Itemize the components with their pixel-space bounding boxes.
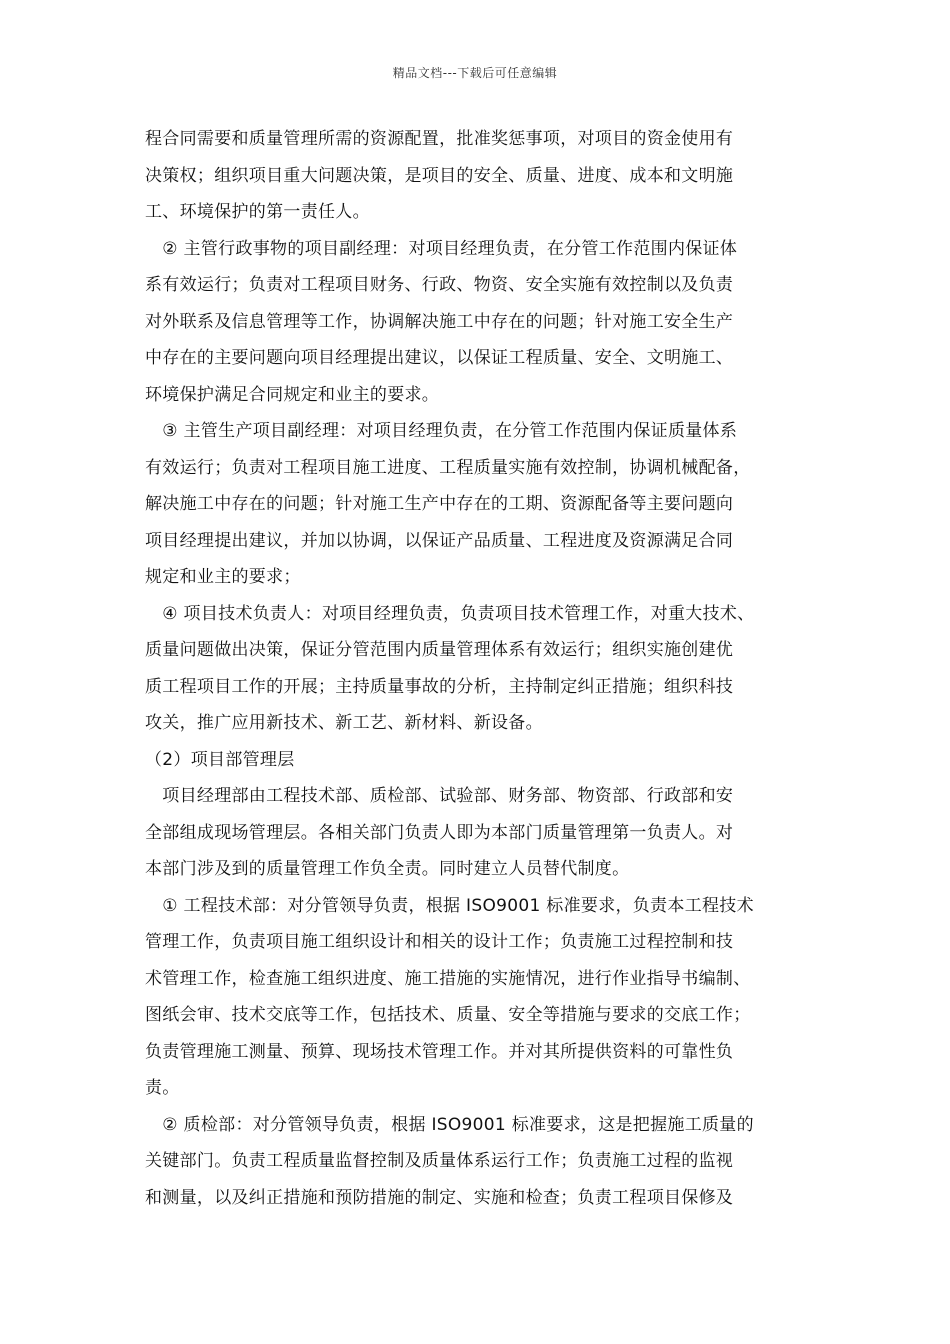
text-line: 本部门涉及到的质量管理工作负全责。同时建立人员替代制度。 xyxy=(145,859,630,879)
body-text xyxy=(145,121,810,1216)
text-line: 解决施工中存在的问题；针对施工生产中存在的工期、资源配备等主要问题向 xyxy=(145,494,734,514)
text-line: 环境保护满足合同规定和业主的要求。 xyxy=(145,384,440,405)
text-line: 质量问题做出决策，保证分管范围内质量管理体系有效运行；组织实施创建优 xyxy=(145,640,734,660)
text-line: ③ 主管生产项目副经理：对项目经理负责，在分管工作范围内保证质量体系 xyxy=(145,421,738,441)
text-line: 管理工作，负责项目施工组织设计和相关的设计工作；负责施工过程控制和技 xyxy=(145,932,734,952)
text-line: ② 质检部：对分管领导负责，根据 ISO9001 标准要求，这是把握施工质量的 xyxy=(145,1114,754,1135)
text-line: 有效运行；负责对工程项目施工进度、工程质量实施有效控制，协调机械配备， xyxy=(145,457,751,478)
text-line: 工、环境保护的第一责任人。 xyxy=(145,202,370,222)
text-line: 程合同需要和质量管理所需的资源配置，批准奖惩事项，对项目的资金使用有 xyxy=(145,129,734,149)
text-line: 责。 xyxy=(145,1078,180,1098)
text-line: 图纸会审、技术交底等工作，包括技术、质量、安全等措施与要求的交底工作； xyxy=(145,1005,751,1025)
section-heading: （2）项目部管理层 xyxy=(145,749,295,770)
text-line: 全部组成现场管理层。各相关部门负责人即为本部门质量管理第一负责人。对 xyxy=(145,822,734,843)
text-line: ② 主管行政事物的项目副经理：对项目经理负责，在分管工作范围内保证体 xyxy=(145,238,738,259)
text-line: 攻关，推广应用新技术、新工艺、新材料、新设备。 xyxy=(145,713,543,733)
text-line: 负责管理施工测量、预算、现场技术管理工作。并对其所提供资料的可靠性负 xyxy=(145,1041,734,1062)
text-line: 对外联系及信息管理等工作，协调解决施工中存在的问题；针对施工安全生产 xyxy=(145,311,734,332)
text-line: 关键部门。负责工程质量监督控制及质量体系运行工作；负责施工过程的监视 xyxy=(145,1151,734,1171)
text-line: 系有效运行；负责对工程项目财务、行政、物资、安全实施有效控制以及负责 xyxy=(145,275,734,295)
text-line: 质工程项目工作的开展；主持质量事故的分析，主持制定纠正措施；组织科技 xyxy=(145,676,734,697)
text-line: 项目经理提出建议，并加以协调，以保证产品质量、工程进度及资源满足合同 xyxy=(145,530,734,551)
text-line: ① 工程技术部：对分管领导负责，根据 ISO9001 标准要求，负责本工程技术 xyxy=(145,895,754,916)
page-header: 精品文档---下载后可任意编辑 xyxy=(392,66,558,80)
text-line: 和测量，以及纠正措施和预防措施的制定、实施和检查；负责工程项目保修及 xyxy=(145,1187,734,1208)
text-line: 术管理工作，检查施工组织进度、施工措施的实施情况，进行作业指导书编制、 xyxy=(145,968,751,989)
text-line: 决策权；组织项目重大问题决策，是项目的安全、质量、进度、成本和文明施 xyxy=(145,165,734,186)
text-line: 项目经理部由工程技术部、质检部、试验部、财务部、物资部、行政部和安 xyxy=(145,786,734,806)
text-line: ④ 项目技术负责人：对项目经理负责，负责项目技术管理工作，对重大技术、 xyxy=(145,603,755,624)
text-line: 规定和业主的要求； xyxy=(145,567,301,587)
text-line: 中存在的主要问题向项目经理提出建议，以保证工程质量、安全、文明施工、 xyxy=(145,348,734,368)
